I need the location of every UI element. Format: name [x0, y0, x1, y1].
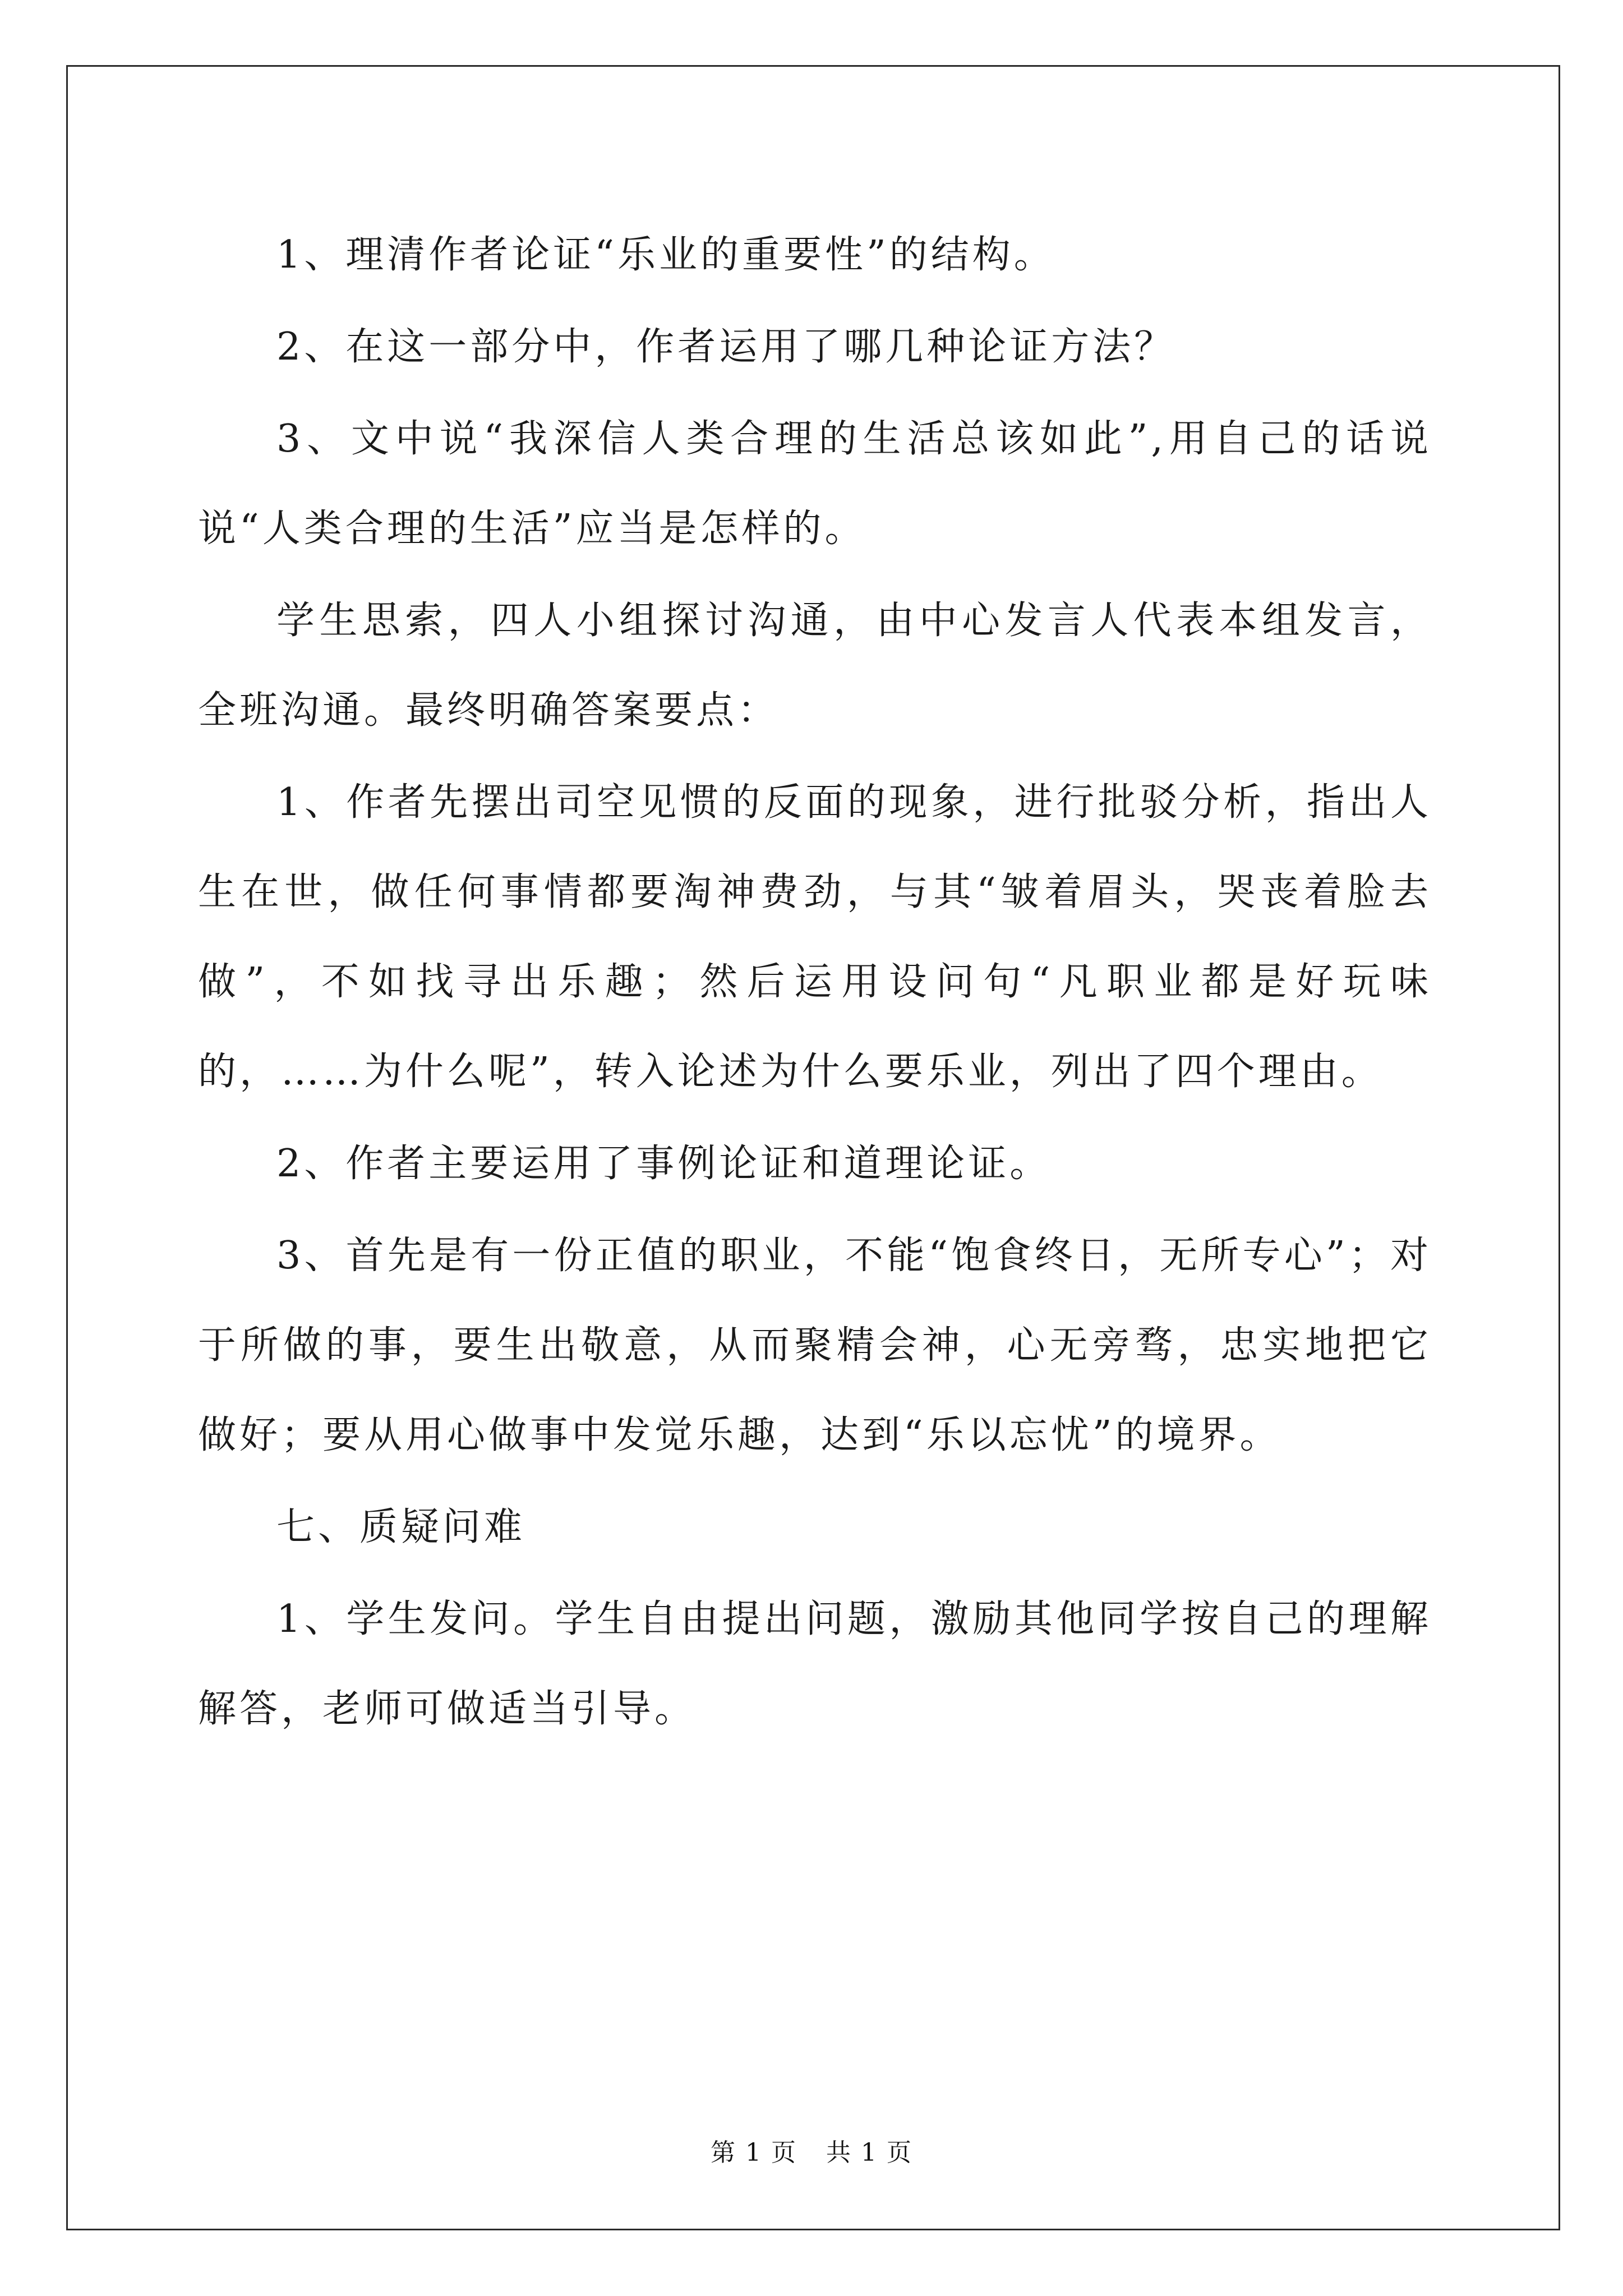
- page-total: 共 1 页: [826, 2138, 912, 2167]
- paragraph: 1、理清作者论证“乐业的重要性”的结构。: [276, 233, 1055, 277]
- page-footer: [0, 2136, 1623, 2170]
- document-body: [198, 210, 1432, 1756]
- paragraph: 1、作者先摆出司空见惯的反面的现象，进行批驳分析，指出人生在世，做任何事情都要淘神费劲，与其“皱着眉头，哭丧着脸去做”，不如找寻出乐趣；然后运用设问句“凡职业都是好玩味的，……为什么呢”，转入论述为什么要乐业，列出了四个理由。: [198, 780, 1432, 1094]
- paragraph: 1、学生发问。学生自由提出问题，激励其他同学按自己的理解解答，老师可做适当引导。: [198, 1597, 1432, 1731]
- paragraph: 2、在这一部分中，作者运用了哪几种论证方法？: [276, 325, 1176, 369]
- paragraph: 3、首先是有一份正值的职业，不能“饱食终日，无所专心”；对于所做的事，要生出敬意，从而聚精会神，心无旁骛，忠实地把它做好；要从用心做事中发觉乐趣，达到“乐以忘忧”的境界。: [198, 1234, 1432, 1457]
- page-number: 第 1 页: [711, 2138, 797, 2167]
- paragraph: 2、作者主要运用了事例论证和道理论证。: [276, 1142, 1052, 1186]
- section-heading: 七、质疑问难: [276, 1505, 526, 1549]
- paragraph: 3、文中说“我深信人类合理的生活总该如此”,用自己的话说说“人类合理的生活”应当是怎样的。: [198, 417, 1432, 551]
- paragraph: 学生思索，四人小组探讨沟通，由中心发言人代表本组发言，全班沟通。最终明确答案要点：: [198, 599, 1432, 733]
